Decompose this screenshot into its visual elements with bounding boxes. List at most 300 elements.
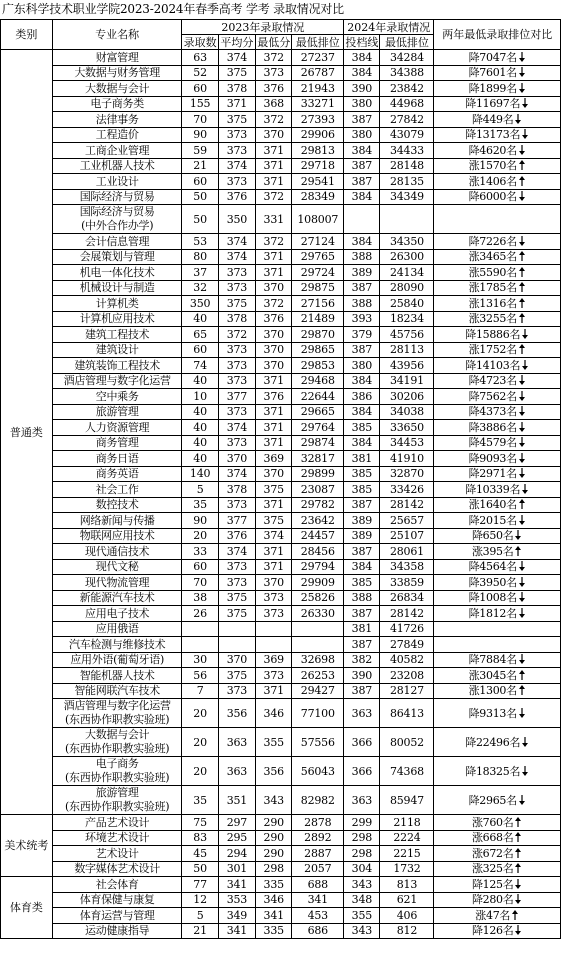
table-row (1, 908, 561, 924)
rank-compare (434, 652, 561, 668)
rank-compare-text: 降2965名 (468, 793, 517, 807)
admitted-count: 56 (182, 668, 218, 684)
min-rank-2023: 82982 (292, 786, 344, 815)
admitted-count: 140 (182, 466, 218, 482)
major-name-line: 空中乘务 (95, 389, 139, 403)
min-rank-2023: 29794 (292, 559, 344, 575)
major-name (52, 50, 182, 66)
avg-score: 370 (218, 652, 255, 668)
major-name-line: 体育运营与管理 (79, 908, 155, 922)
min-score: 371 (256, 265, 292, 281)
arrow-down-icon (514, 530, 522, 541)
major-name-line: 酒店管理与数字化运营 (63, 699, 171, 712)
major-name (52, 435, 182, 451)
avg-score: 374 (218, 466, 255, 482)
rank-compare (434, 451, 561, 467)
table-row (1, 846, 561, 862)
admitted-count: 12 (182, 892, 218, 908)
major-name-line: 现代物流管理 (85, 575, 150, 589)
min-rank-2023: 23642 (292, 513, 344, 529)
rank-compare (434, 544, 561, 560)
rank-compare (434, 466, 561, 482)
major-name-note: (东西协作职教实验班) (65, 742, 170, 755)
major-name (52, 265, 182, 281)
table-row (1, 50, 561, 66)
admitted-count: 38 (182, 590, 218, 606)
header-major: 专业名称 (52, 20, 182, 50)
major-name (52, 861, 182, 877)
header-category: 类别 (1, 20, 53, 50)
rank-compare-text: 降4579名 (468, 436, 517, 450)
major-name-line: 体育保健与康复 (79, 893, 155, 907)
cutoff-2024: 390 (344, 81, 380, 97)
admitted-count: 75 (182, 815, 218, 831)
min-rank-2023: 29782 (292, 497, 344, 513)
min-rank-2024: 621 (380, 892, 434, 908)
major-name-line: 社会工作 (95, 482, 139, 496)
avg-score: 373 (218, 497, 255, 513)
table-row (1, 923, 561, 939)
admitted-count: 155 (182, 96, 218, 112)
cutoff-2024: 387 (344, 606, 380, 622)
avg-score: 363 (218, 728, 255, 757)
rank-compare (434, 606, 561, 622)
table-row (1, 127, 561, 143)
min-score: 356 (256, 757, 292, 786)
min-rank-2024: 74368 (380, 757, 434, 786)
rank-compare (434, 575, 561, 591)
rank-compare (434, 389, 561, 405)
admitted-count: 70 (182, 575, 218, 591)
min-rank-2024: 45756 (380, 327, 434, 343)
rank-compare (434, 683, 561, 699)
min-rank-2024: 28142 (380, 606, 434, 622)
rank-compare-text: 降280名 (471, 893, 514, 907)
major-name (52, 127, 182, 143)
min-score: 371 (256, 143, 292, 159)
table-row (1, 265, 561, 281)
cutoff-2024: 380 (344, 127, 380, 143)
major-name (52, 158, 182, 174)
min-score: 370 (256, 327, 292, 343)
admitted-count: 21 (182, 923, 218, 939)
rank-compare (434, 528, 561, 544)
cutoff-2024: 298 (344, 846, 380, 862)
major-name-line: 机电一体化技术 (79, 265, 155, 279)
avg-score (218, 621, 255, 637)
table-row (1, 482, 561, 498)
cutoff-2024: 348 (344, 892, 380, 908)
major-name (52, 575, 182, 591)
table-row (1, 513, 561, 529)
major-name-line: 运动健康指导 (85, 924, 150, 938)
cutoff-2024: 386 (344, 389, 380, 405)
major-name-line: 国际经济与贸易 (79, 190, 155, 204)
major-name (52, 112, 182, 128)
major-name-line: 网络新闻与传播 (79, 513, 155, 527)
rank-compare-text: 降7562名 (468, 389, 517, 403)
arrow-down-icon (514, 925, 522, 936)
document-title: 广东科学技术职业学院2023-2024年春季高考 学考 录取情况对比 (2, 2, 344, 16)
rank-compare (434, 877, 561, 893)
table-row (1, 112, 561, 128)
min-rank-2024: 34350 (380, 234, 434, 250)
rank-compare (434, 699, 561, 728)
rank-compare (434, 296, 561, 312)
avg-score: 377 (218, 389, 255, 405)
min-rank-2024: 24134 (380, 265, 434, 281)
min-rank-2023 (292, 637, 344, 653)
min-rank-2024 (380, 205, 434, 234)
major-name-line: 物联网应用技术 (79, 529, 155, 543)
min-score: 372 (256, 112, 292, 128)
major-name-line: 智能网联汽车技术 (74, 684, 160, 698)
cutoff-2024: 393 (344, 311, 380, 327)
arrow-up-icon (518, 298, 526, 309)
min-rank-2023: 29899 (292, 466, 344, 482)
min-score: 368 (256, 96, 292, 112)
min-rank-2023: 29875 (292, 280, 344, 296)
cutoff-2024: 363 (344, 699, 380, 728)
table-row (1, 786, 561, 815)
admitted-count: 35 (182, 786, 218, 815)
min-score: 341 (256, 908, 292, 924)
min-score: 374 (256, 528, 292, 544)
major-name (52, 559, 182, 575)
major-name (52, 528, 182, 544)
rank-compare-text: 涨1640名 (468, 498, 517, 512)
min-rank-2024: 40582 (380, 652, 434, 668)
major-name (52, 81, 182, 97)
major-name (52, 908, 182, 924)
arrow-down-icon (518, 561, 526, 572)
table-row (1, 892, 561, 908)
rank-compare-text: 降2971名 (468, 467, 517, 481)
min-score: 369 (256, 451, 292, 467)
major-name (52, 249, 182, 265)
min-score: 335 (256, 877, 292, 893)
rank-compare-text: 降13173名 (465, 128, 521, 142)
major-name-line: 工程造价 (95, 128, 139, 142)
table-row (1, 342, 561, 358)
table-row (1, 683, 561, 699)
min-rank-2024: 2215 (380, 846, 434, 862)
major-name-line: 酒店管理与数字化运营 (63, 374, 171, 388)
avg-score: 351 (218, 786, 255, 815)
admitted-count: 90 (182, 127, 218, 143)
major-name-line: 应用外语(葡萄牙语) (70, 653, 164, 667)
cutoff-2024: 385 (344, 420, 380, 436)
min-rank-2024: 18234 (380, 311, 434, 327)
major-name (52, 786, 182, 815)
rank-compare-text: 降14103名 (465, 358, 521, 372)
major-name-line: 旅游管理 (95, 786, 139, 799)
rank-compare-text: 降7601名 (468, 66, 517, 80)
avg-score: 371 (218, 96, 255, 112)
major-name (52, 728, 182, 757)
min-rank-2024: 34284 (380, 50, 434, 66)
major-name-line: 机械设计与制造 (79, 281, 155, 295)
cutoff-2024: 385 (344, 575, 380, 591)
min-score (256, 637, 292, 653)
arrow-down-icon (518, 145, 526, 156)
rank-compare (434, 892, 561, 908)
min-rank-2023 (292, 621, 344, 637)
cutoff-2024: 298 (344, 830, 380, 846)
admission-table (0, 19, 561, 939)
arrow-down-icon (521, 329, 529, 340)
cutoff-2024: 384 (344, 404, 380, 420)
major-name (52, 234, 182, 250)
avg-score: 374 (218, 234, 255, 250)
arrow-down-icon (518, 515, 526, 526)
rank-compare (434, 404, 561, 420)
min-rank-2023: 57556 (292, 728, 344, 757)
major-name-line: 电子商务 (95, 757, 139, 770)
rank-compare (434, 127, 561, 143)
major-name (52, 699, 182, 728)
major-name (52, 621, 182, 637)
min-rank-2023: 27156 (292, 296, 344, 312)
min-score: 375 (256, 482, 292, 498)
rank-compare-text: 涨5590名 (468, 265, 517, 279)
major-name (52, 846, 182, 862)
major-name (52, 389, 182, 405)
min-score: 373 (256, 65, 292, 81)
avg-score: 373 (218, 559, 255, 575)
min-rank-2023: 29541 (292, 174, 344, 190)
admitted-count: 7 (182, 683, 218, 699)
min-rank-2024: 28061 (380, 544, 434, 560)
admitted-count: 60 (182, 559, 218, 575)
major-name (52, 668, 182, 684)
avg-score: 378 (218, 482, 255, 498)
major-name (52, 342, 182, 358)
min-score: 373 (256, 590, 292, 606)
admitted-count: 20 (182, 728, 218, 757)
rank-compare (434, 65, 561, 81)
admitted-count: 20 (182, 757, 218, 786)
cutoff-2024: 384 (344, 189, 380, 205)
major-name (52, 830, 182, 846)
table-row (1, 435, 561, 451)
major-name-line: 建筑工程技术 (85, 327, 150, 341)
table-row (1, 296, 561, 312)
major-name (52, 590, 182, 606)
avg-score: 373 (218, 575, 255, 591)
rank-compare (434, 373, 561, 389)
table-row (1, 373, 561, 389)
avg-score: 374 (218, 158, 255, 174)
major-name-note: (东西协作职教实验班) (65, 800, 170, 813)
cutoff-2024: 388 (344, 296, 380, 312)
major-name-line: 旅游管理 (95, 405, 139, 419)
min-rank-2024: 406 (380, 908, 434, 924)
min-rank-2024: 43956 (380, 358, 434, 374)
table-row (1, 699, 561, 728)
min-rank-2023: 2892 (292, 830, 344, 846)
cutoff-2024: 355 (344, 908, 380, 924)
cutoff-2024: 366 (344, 757, 380, 786)
min-rank-2024: 813 (380, 877, 434, 893)
table-row (1, 389, 561, 405)
admitted-count: 59 (182, 143, 218, 159)
arrow-up-icon (514, 817, 522, 828)
min-rank-2024: 25840 (380, 296, 434, 312)
major-name (52, 189, 182, 205)
avg-score: 375 (218, 606, 255, 622)
arrow-up-icon (511, 910, 519, 921)
rank-compare-text: 降15886名 (465, 327, 521, 341)
min-score: 343 (256, 786, 292, 815)
min-rank-2023: 2878 (292, 815, 344, 831)
rank-compare (434, 590, 561, 606)
rank-compare (434, 815, 561, 831)
header-2023-group: 2023年录取情况 (182, 20, 344, 35)
avg-score: 375 (218, 112, 255, 128)
rank-compare-text: 涨1570名 (468, 159, 517, 173)
min-score: 370 (256, 127, 292, 143)
table-row (1, 877, 561, 893)
rank-compare-text: 降9093名 (468, 451, 517, 465)
table-row (1, 174, 561, 190)
table-row (1, 466, 561, 482)
major-name-line: 大数据与会计 (85, 728, 150, 741)
min-rank-2023: 27124 (292, 234, 344, 250)
table-row (1, 637, 561, 653)
min-score: 376 (256, 389, 292, 405)
min-rank-2023: 33271 (292, 96, 344, 112)
min-rank-2024: 32870 (380, 466, 434, 482)
cutoff-2024: 304 (344, 861, 380, 877)
avg-score: 301 (218, 861, 255, 877)
rank-compare (434, 728, 561, 757)
major-name (52, 327, 182, 343)
cutoff-2024: 381 (344, 621, 380, 637)
admitted-count: 60 (182, 342, 218, 358)
admitted-count: 63 (182, 50, 218, 66)
min-score: 371 (256, 544, 292, 560)
major-name (52, 143, 182, 159)
min-rank-2023: 686 (292, 923, 344, 939)
avg-score: 294 (218, 846, 255, 862)
admitted-count: 40 (182, 420, 218, 436)
major-name-line: 电子商务类 (90, 97, 144, 111)
cutoff-2024: 389 (344, 265, 380, 281)
arrow-down-icon (518, 608, 526, 619)
major-name-note: (中外合作办学) (81, 219, 154, 232)
major-name-line: 艺术设计 (95, 846, 139, 860)
rank-compare (434, 311, 561, 327)
major-name-line: 商务管理 (95, 436, 139, 450)
cutoff-2024: 343 (344, 923, 380, 939)
major-name-line: 现代文秘 (95, 560, 139, 574)
min-rank-2023: 77100 (292, 699, 344, 728)
rank-compare-text: 涨1316名 (468, 296, 517, 310)
admitted-count: 40 (182, 404, 218, 420)
min-rank-2024: 25657 (380, 513, 434, 529)
min-rank-2023: 29874 (292, 435, 344, 451)
avg-score: 374 (218, 420, 255, 436)
rank-compare-text: 涨395名 (471, 544, 514, 558)
min-score: 371 (256, 497, 292, 513)
table-row (1, 249, 561, 265)
min-score: 375 (256, 513, 292, 529)
admitted-count: 5 (182, 482, 218, 498)
arrow-down-icon (521, 737, 529, 748)
rank-compare-text: 涨3255名 (468, 312, 517, 326)
cutoff-2024: 366 (344, 728, 380, 757)
rank-compare-text: 降7884名 (468, 653, 517, 667)
header-min-score: 最低分 (257, 35, 291, 49)
avg-score: 350 (218, 205, 255, 234)
admitted-count: 40 (182, 451, 218, 467)
major-name-line: 会展策划与管理 (79, 250, 155, 264)
rank-compare-text: 降2015名 (468, 513, 517, 527)
major-name (52, 513, 182, 529)
avg-score: 374 (218, 50, 255, 66)
table-row (1, 575, 561, 591)
min-rank-2024: 34191 (380, 373, 434, 389)
rank-compare (434, 143, 561, 159)
rank-compare (434, 50, 561, 66)
rank-compare-text: 降7226名 (468, 234, 517, 248)
min-score: 298 (256, 861, 292, 877)
major-name (52, 373, 182, 389)
cutoff-2024: 384 (344, 65, 380, 81)
avg-score: 373 (218, 435, 255, 451)
major-name-line: 汽车检测与维修技术 (69, 637, 166, 651)
table-row (1, 327, 561, 343)
min-rank-2023: 29813 (292, 143, 344, 159)
major-name-line: 商务英语 (95, 467, 139, 481)
header-2024-group: 2024年录取情况 (344, 20, 434, 35)
admitted-count: 37 (182, 265, 218, 281)
rank-compare (434, 861, 561, 877)
admitted-count: 32 (182, 280, 218, 296)
avg-score: 376 (218, 189, 255, 205)
cutoff-2024: 384 (344, 373, 380, 389)
table-row (1, 96, 561, 112)
avg-score: 353 (218, 892, 255, 908)
min-score: 370 (256, 342, 292, 358)
admitted-count: 40 (182, 311, 218, 327)
avg-score: 373 (218, 342, 255, 358)
min-rank-2024: 27849 (380, 637, 434, 653)
table-row (1, 590, 561, 606)
admitted-count: 45 (182, 846, 218, 862)
table-row (1, 830, 561, 846)
min-rank-2024: 2224 (380, 830, 434, 846)
major-name (52, 815, 182, 831)
min-rank-2024: 44968 (380, 96, 434, 112)
min-score: 335 (256, 923, 292, 939)
min-rank-2023: 28349 (292, 189, 344, 205)
avg-score: 373 (218, 280, 255, 296)
major-name (52, 205, 182, 234)
min-rank-2023: 32817 (292, 451, 344, 467)
min-rank-2023: 26330 (292, 606, 344, 622)
min-score: 290 (256, 830, 292, 846)
header-min-rank-2024: 最低排位 (380, 35, 434, 50)
min-rank-2023: 29906 (292, 127, 344, 143)
min-score: 371 (256, 683, 292, 699)
major-name (52, 497, 182, 513)
min-rank-2024: 34453 (380, 435, 434, 451)
rank-compare (434, 358, 561, 374)
table-body (1, 50, 561, 939)
arrow-down-icon (521, 129, 529, 140)
